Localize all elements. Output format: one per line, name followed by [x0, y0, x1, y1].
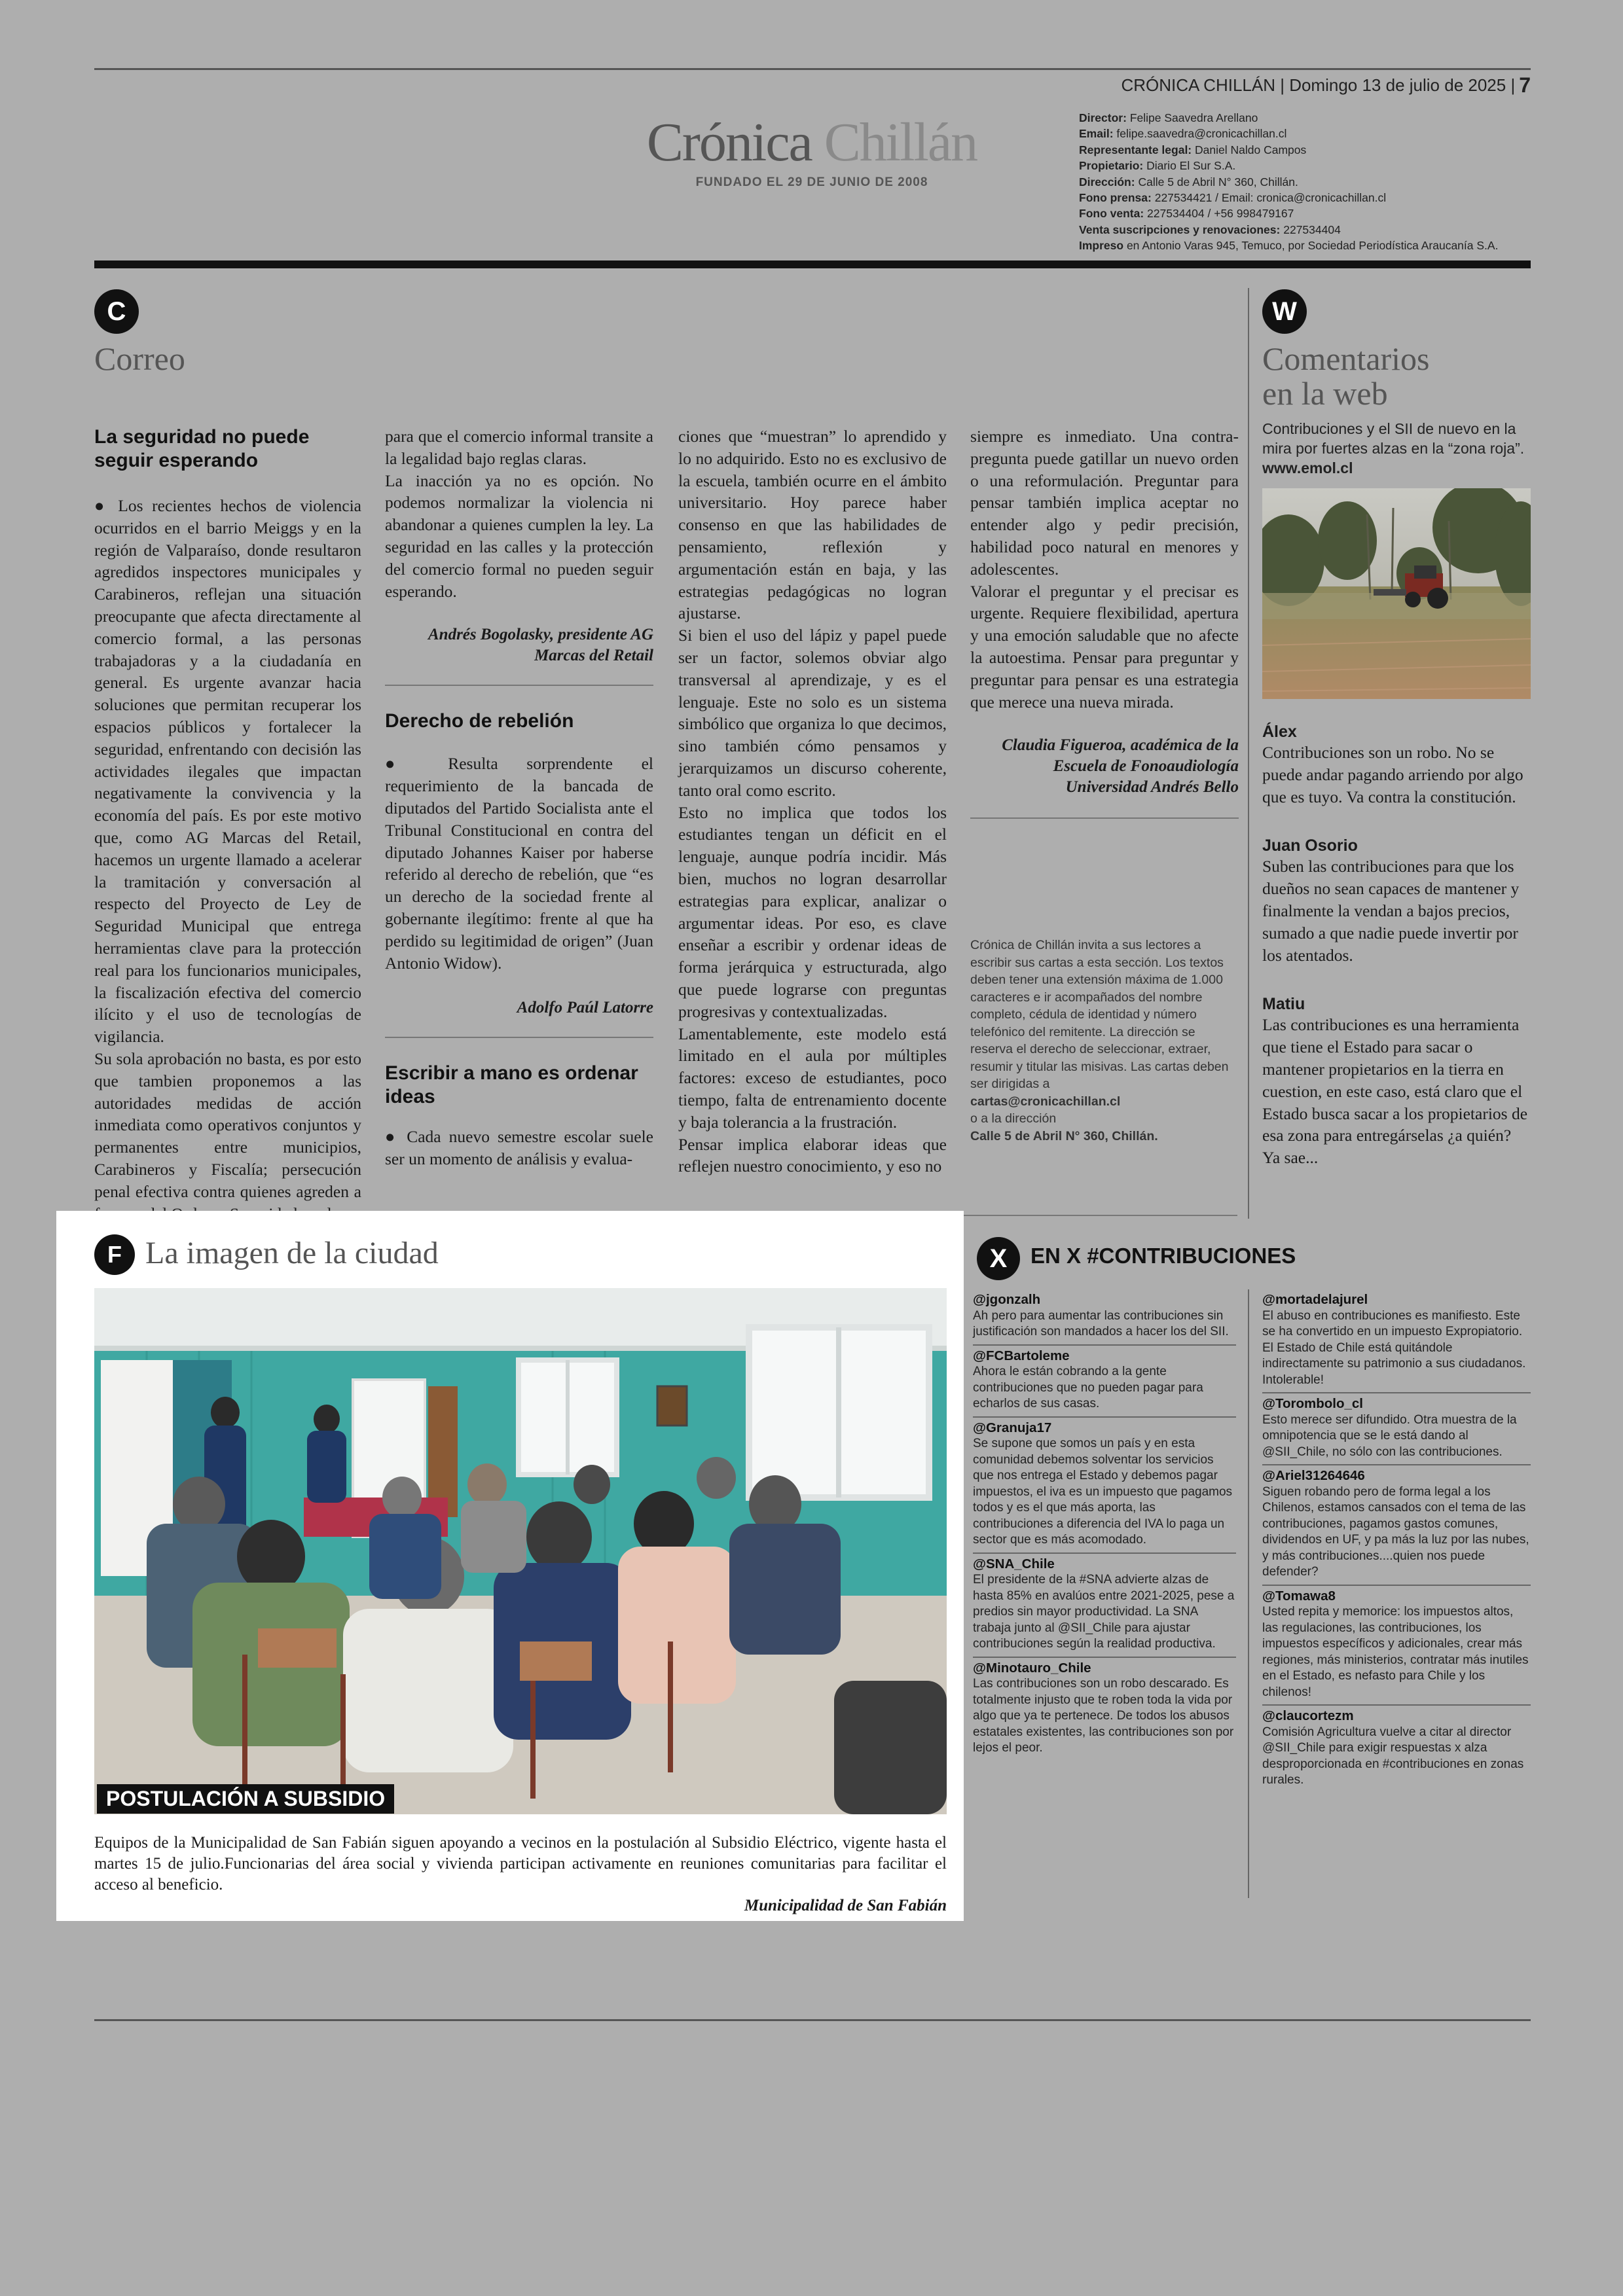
correo-badge: C [94, 289, 139, 334]
photo-tag: POSTULACIÓN A SUBSIDIO [97, 1784, 394, 1814]
tweet-handle: @mortadelajurel [1262, 1292, 1368, 1307]
tweet-handle: @Ariel31264646 [1262, 1468, 1365, 1483]
column-rule [1248, 288, 1249, 1219]
header-rule [94, 260, 1531, 268]
photo-caption: Equipos de la Municipalidad de San Fabián siguen apoyando a vecinos en la postulación al Subsidio Eléctrico, vigente hasta el martes 15 de julio.Funcionarias del área social y vivienda participan activamente en reuniones comunitarias para facilitar el acceso al beneficio. Municipalidad de San Fabián [94, 1833, 947, 1916]
tweet-handle: @Torombolo_cl [1262, 1396, 1364, 1411]
tractor-field-image [1262, 488, 1531, 699]
tweet [973, 1346, 1236, 1418]
tweet [1262, 1393, 1531, 1465]
dateline-text: CRÓNICA CHILLÁN | Domingo 13 de julio de 2025 | [1121, 75, 1516, 95]
web-comment-author: Matiu [1262, 995, 1305, 1014]
tweet-text: Ah pero para aumentar las contribuciones sin justificación son mandados a hacer los del SII. [973, 1308, 1229, 1338]
tweet-handle: @jgonzalh [973, 1292, 1041, 1307]
newspaper-logo: Crónica Chillán [646, 112, 977, 173]
x-badge: X [977, 1237, 1020, 1280]
tweets-left-column [973, 1289, 1236, 1761]
letter-3-column-2 [678, 425, 947, 1177]
masthead [629, 112, 995, 190]
letter-1-paragraph: para que el comercio informal transite a la legalidad bajo reglas claras. [385, 427, 653, 468]
letter-3-paragraph: ciones que “muestran” lo aprendido y lo no adquirido. Esto no es exclusivo de la escuela, también ocurre en el ámbito universitario. Hoy parece haber consenso en que las habilidades de pensamiento, reflexión y argumentación están en baja, y las estrategias pedagógicas no logran ajustarse. [678, 427, 947, 623]
letter-1-headline: La seguridad no puede seguir esperando [94, 426, 310, 471]
city-image-title: La imagen de la ciudad [145, 1236, 439, 1270]
web-comment-text: Suben las contribuciones para que los dueños no sean capaces de mantener y finalmente la vendan a bajos precios, sumado a que nadie puede invertir por los atentados. [1262, 857, 1520, 965]
tweet-text: El abuso en contribuciones es manifiesto. Este se ha convertido en un impuesto Expropiatorio. El Estado de Chile está quitándole indirectamente su patrimonio a sus ciudadanos. Intolerable! [1262, 1308, 1526, 1387]
tweet-text: El presidente de la #SNA advierte alzas de hasta 85% en avalúos entre 2021-2025, pese a predios sin mayor productividad. La SNA trabaja junto al @SII_Chile para ajustar contribuciones según la realidad productiva. [973, 1573, 1235, 1651]
tweet-text: Ahora le están cobrando a la gente contribuciones que no pueden pagar para echarlos de sus casas. [973, 1365, 1203, 1410]
letter-2-signature: Adolfo Paúl Latorre [517, 999, 653, 1017]
web-badge: W [1262, 289, 1307, 334]
tweets-right-column [1262, 1289, 1531, 1793]
staff-line: Director: Felipe Saavedra Arellano [1079, 111, 1258, 124]
web-comment-text: Las contribuciones es una herramienta que tiene el Estado para sacar o mantener propietarios en la tierra en cuestion, en este caso, está claro que el Estado busca sacar a los propietarios de esa zona para entregárselas ¿a quién? Ya sae... [1262, 1015, 1528, 1168]
correo-title: Correo [94, 340, 185, 377]
tweet [1262, 1465, 1531, 1586]
letters-notice: Crónica de Chillán invita a sus lectores a escribir sus cartas a esta sección. Los textos deben tener una extensión máxima de 1.000 caracteres e ir acompañados del nombre completo, cédula de identidad y número telefónico del remitente. La dirección se reserva el derecho de seleccionar, extraer, resumir y titular las misivas. Las cartas deben ser dirigidas a cartas@cronicachillan.cl o a la dirección Calle 5 de Abril N° 360, Chillán. [970, 938, 1229, 1143]
tweet [973, 1658, 1236, 1761]
letter-3-paragraph: Lamentablemente, este modelo está limitado en el aula por múltiples factores: exceso de estudiantes, poco tiempo, falta de entrenamiento docente y baja tolerancia a la frustración. [678, 1024, 947, 1132]
web-lede: Contribuciones y el SII de nuevo en la mira por fuertes alzas en la “zona roja”. [1262, 420, 1525, 457]
letter-3-paragraph: Si bien el uso del lápiz y papel puede ser un factor, solemos obviar algo transversal al aprendizaje, y es el lenguaje. Este no solo es un sistema simbólico que organiza lo que decimos, sino también cómo pensamos y jerarquizamos un discurso coherente, tanto oral como escrito. [678, 626, 947, 800]
tweet-text: Se supone que somos un país y en esta comunidad debemos solventar los servicios que nos entrega el Estado y debemos pagar impuestos, el iva es un impuesto que pagamos todos y es el que más aporta, las contribuciones a diferencia del IVA lo paga un sector que es más acomodado. [973, 1437, 1233, 1547]
web-photo [1262, 488, 1531, 699]
tweet [973, 1554, 1236, 1658]
staff-line: Propietario: Diario El Sur S.A. [1079, 159, 1236, 173]
top-rule [94, 68, 1531, 70]
tweet-handle: @Tomawa8 [1262, 1588, 1336, 1604]
letter-1-column-2: para que el comercio informal transite a la legalidad bajo reglas claras. La inacción ya no es opción. No podemos normalizar la violencia ni abandonar a quienes cumplen la ley. La seguridad en las calles y la protección del comercio formal no pueden seguir esperando. Andrés Bogolasky, presidente AG Marcas del Retail Derecho de rebelión ● Resulta sorprendente el requerimiento de la bancada de diputados del Partido Socialista ante el Tribunal Constitucional en contra del diputado Johannes Kaiser por haberse referido al derecho de rebelión, que “es un derecho de la sociedad frente al gobernante ilegítimo: frente al que ha perdido su legitimidad de origen” (Juan Antonio Widow). Adolfo Paúl Latorre Escribir a mano es ordenar ideas ● Cada nuevo semestre escolar suele ser un momento de análisis y evalua- [385, 427, 654, 1169]
letter-1-signature: Andrés Bogolasky, presidente AG Marcas del Retail [428, 626, 653, 665]
letter-1-paragraph: La inacción ya no es opción. No podemos normalizar la violencia ni abandonar a quienes cumplen la ley. La seguridad en las calles y la protección del comercio formal no pueden seguir esperando. [385, 471, 653, 601]
tweet-text: Las contribuciones son un robo descarado. Es totalmente injusto que te roben toda la vida por algo que ya te pertenece. De todos los abusos estatales existentes, las contribuciones son por lejos el peor. [973, 1677, 1234, 1755]
tweet-handle: @FCBartoleme [973, 1348, 1070, 1363]
letters-email: cartas@cronicachillan.cl [970, 1094, 1121, 1109]
staff-line: Fono venta: 227534404 / +56 998479167 [1079, 207, 1294, 221]
tweet-handle: @Minotauro_Chile [973, 1660, 1091, 1676]
staff-line: Representante legal: Daniel Naldo Campos [1079, 143, 1307, 156]
letter-3-column-3 [970, 425, 1239, 1145]
letter-2-paragraph: Resulta sorprendente el requerimiento de la bancada de diputados del Partido Socialista ante el Tribunal Constitucional en contra del diputado Johannes Kaiser por haberse referido al derecho de rebelión, que “es un derecho de la sociedad frente al gobernante ilegítimo: frente al que ha perdido su legitimidad de origen” (Juan Antonio Widow). [385, 754, 653, 973]
meeting-room-photo [94, 1288, 947, 1814]
tweet-text: Comisión Agricultura vuelve a citar al director @SII_Chile para exigir respuestas x alza desproporcionada en #contribuciones en zonas rurales. [1262, 1725, 1524, 1787]
tweet [973, 1289, 1236, 1346]
web-column [1262, 419, 1531, 1169]
city-photo [94, 1288, 947, 1814]
staff-line: Fono prensa: 227534421 / Email: cronica@cronicachillan.cl [1079, 191, 1387, 205]
letter-1-paragraph: Los recientes hechos de violencia ocurridos en el barrio Meiggs y en la región de Valparaíso, donde resultaron agredidos inspectores municipales y Carabineros, reflejan una situación preocupante que afecta directamente al comercio formal, a las personas trabajadoras y a la ciudadanía en general. Es urgente avanzar hacia soluciones que permitan recuperar los espacios públicos y fortalecer la seguridad, enfrentando con decisión las actividades ilegales que impactan negativamente la convivencia y la economía del país. Es por este motivo que, como AG Marcas del Retail, hacemos un urgente llamado a acelerar la tramitación y conversación al respecto del Proyecto de Ley de Seguridad Municipal que entrega herramientas clave para la protección real para los funcionarios municipales, la fiscalización efectiva del comercio ilícito y el uso de tecnologías de vigilancia. [94, 496, 362, 1047]
tweet [1262, 1289, 1531, 1393]
tweet-text: Esto merece ser difundido. Otra muestra de la omnipotencia que se le está dando al @SII_Chile, no sólo con las contribuciones. [1262, 1412, 1517, 1459]
staff-line: Venta suscripciones y renovaciones: 227534404 [1079, 223, 1341, 236]
web-title: Comentarios en la web [1262, 340, 1430, 412]
dateline [1122, 73, 1531, 98]
tweet-text: Usted repita y memorice: los impuestos altos, las regulaciones, las contribuciones, los impuestos específicos y adicionales, crear más regiones, más ministerios, contratar más inutiles en el Estado, es nefasto para Chile y los chilenos! [1262, 1605, 1529, 1699]
tweet-handle: @SNA_Chile [973, 1556, 1055, 1571]
web-comment-text: Contribuciones son un robo. No se puede andar pagando arriendo por algo que es tuyo. Va contra la constitución. [1262, 743, 1523, 806]
letter-3-headline: Escribir a mano es ordenar ideas [385, 1062, 638, 1108]
letter-1-paragraph: Su sola aprobación no basta, es por esto que tambien proponemos a las autoridades medidas de acción inmediata como operativos conjuntos y permanentes entre municipios, Carabineros y Fiscalía; persecución penal efectiva contra quienes agreden a [94, 1049, 361, 1201]
tweet-handle: @Granuja17 [973, 1420, 1052, 1435]
tweet-text: Siguen robando pero de forma legal a los Chilenos, estamos cansados con el tema de las contribuciones, pagamos gastos comunes, dividendos en UF, y pa más la luz por las nubes, y más contribuciones....quien nos puede defender? [1262, 1484, 1529, 1579]
bottom-rule [94, 2019, 1531, 2021]
letter-3-signature: Claudia Figueroa, académica de la Escuela de Fonoaudiología Universidad Andrés Bello [1002, 736, 1239, 797]
founded-line: FUNDADO EL 29 DE JUNIO DE 2008 [695, 175, 928, 189]
web-source: www.emol.cl [1262, 459, 1353, 476]
photo-credit: Municipalidad de San Fabián [744, 1897, 947, 1914]
tweet [1262, 1586, 1531, 1706]
tweet-handle: @claucortezm [1262, 1708, 1354, 1723]
staff-line: Impreso en Antonio Varas 945, Temuco, por Sociedad Periodística Araucanía S.A. [1079, 239, 1499, 253]
staff-line: Email: felipe.saavedra@cronicachillan.cl [1079, 127, 1287, 141]
letter-3-paragraph: Pensar implica elaborar ideas que reflejen nuestro conocimiento, y eso no [678, 1134, 947, 1176]
letter-3-paragraph: siempre es inmediato. Una contra-pregunta puede gatillar un nuevo orden o una reformulación. Preguntar para pensar también implica aceptar no entender algo y pedir precisión, habilidad poco natural en menores y adolescentes. [970, 427, 1239, 579]
city-image-badge: F [94, 1234, 135, 1275]
tweet [1262, 1706, 1531, 1793]
staff-box [1079, 110, 1537, 254]
page-number: 7 [1519, 73, 1531, 97]
web-comment-author: Juan Osorio [1262, 836, 1358, 855]
letter-2-headline: Derecho de rebelión [385, 710, 574, 732]
staff-line: Dirección: Calle 5 de Abril N° 360, Chillán. [1079, 175, 1298, 188]
letter-3-paragraph: Valorar el preguntar y el precisar es urgente. Requiere flexibilidad, apertura y una emoción saludable que no afecte la autoestima. Pensar para preguntar y preguntar para pensar es una estrategia que merece una nueva mirada. [970, 581, 1239, 711]
tweet [973, 1418, 1236, 1554]
letter-1-column-1: La seguridad no puede seguir esperando ● Los recientes hechos de violencia ocurridos en el barrio Meiggs y en la región de Valparaíso, donde resultaron agredidos inspectores municipales y Carabineros, reflejan una situación preocupante que afecta directamente al comercio formal, a las personas trabajadoras y a la ciudadanía en general. Es urgente avanzar hacia soluciones que permitan recuperar los espacios públicos y fortalecer la seguridad, enfrentando con decisión las actividades ilegales que impactan negativamente la convivencia y la economía del país. Es por este motivo que, como AG Marcas del Retail, hacemos un urgente llamado a acelerar la tramitación y conversación al respecto del Proyecto de Ley de Seguridad Municipal que entrega herramientas clave para la protección real para los funcionarios municipales, la fiscalización efectiva del comercio ilícito y el uso de tecnologías de vigilancia. Su sola aprobación no basta, es por esto que tambien proponemos a las autoridades medidas de acción inmediata como operativos conjuntos y permanentes entre municipios, Carabineros y Fiscalía; persecución penal efectiva contra quienes agreden a [94, 425, 361, 1247]
web-comment-author: Álex [1262, 723, 1297, 741]
x-section-title: EN X #CONTRIBUCIONES [1030, 1244, 1296, 1268]
letter-3-paragraph: Cada nuevo semestre escolar suele ser un momento de análisis y evalua- [385, 1127, 654, 1169]
column-rule [1248, 1289, 1249, 1898]
letter-3-paragraph: Esto no implica que todos los estudiantes tengan un déficit en el lenguaje, aunque podría incidir. Más bien, muchos no logran desarrollar estrategias para explicar, analizar o argumentar ideas. Por eso, es clave enseñar a escribir y ordenar ideas de forma jerárquica y estructurada, algo que puede lograrse con preguntas progresivas y contextualizadas. [678, 802, 947, 1021]
letters-address: Calle 5 de Abril N° 360, Chillán. [970, 1128, 1158, 1143]
